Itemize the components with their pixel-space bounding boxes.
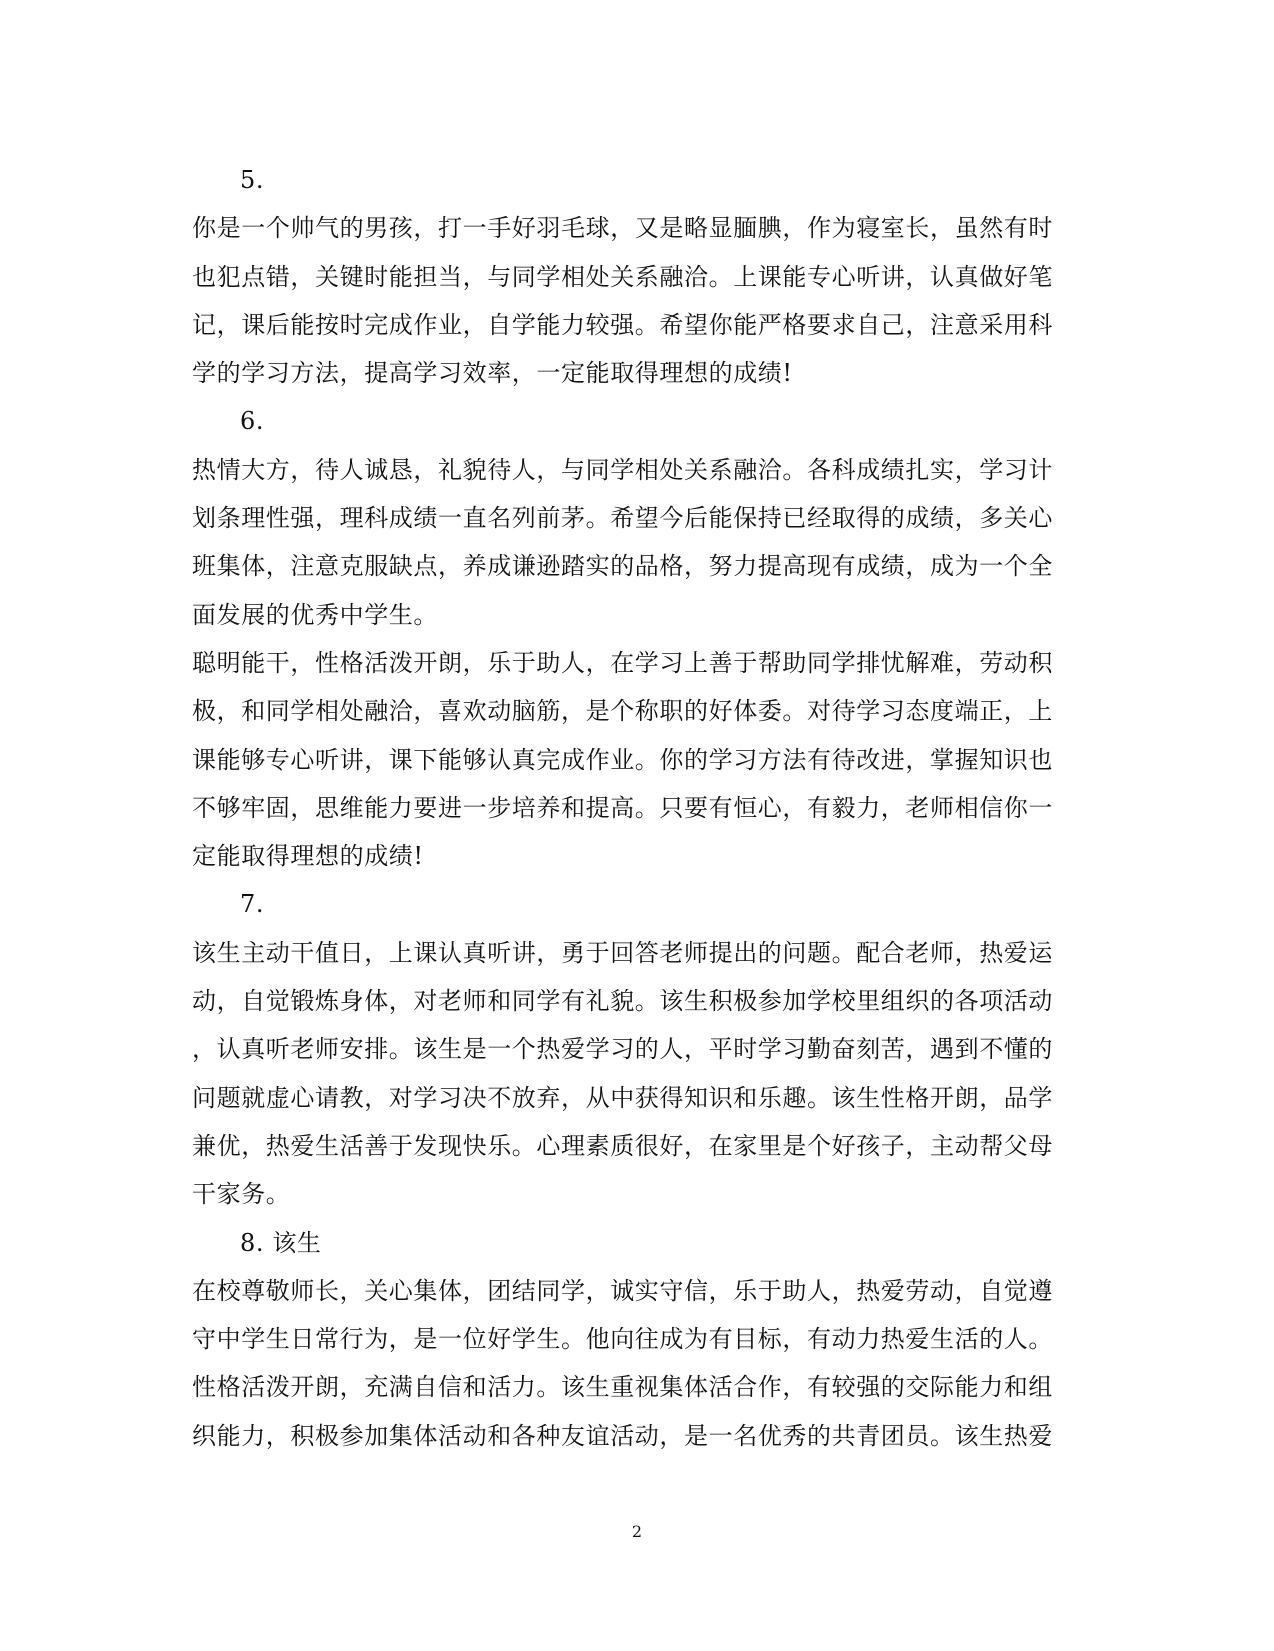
text-line: 极，和同学相处融洽，喜欢动脑筋，是个称职的好体委。对待学习态度端正，上 — [192, 697, 1053, 726]
text-line: 织能力，积极参加集体活动和各种友谊活动，是一名优秀的共青团员。该生热爱 — [192, 1421, 1053, 1450]
item-number: 8. 该生 — [240, 1228, 322, 1257]
item-number: 7. — [240, 890, 265, 919]
text-line: ，认真听老师安排。该生是一个热爱学习的人，平时学习勤奋刻苦，遇到不懂的 — [192, 1035, 1053, 1064]
text-line: 在校尊敬师长，关心集体，团结同学，诚实守信，乐于助人，热爱劳动，自觉遵 — [192, 1276, 1053, 1305]
text-line: 课能够专心听讲，课下能够认真完成作业。你的学习方法有待改进，掌握知识也 — [192, 745, 1053, 774]
text-line: 学的学习方法，提高学习效率，一定能取得理想的成绩! — [192, 359, 793, 388]
text-line: 也犯点错，关键时能担当，与同学相处关系融洽。上课能专心听讲，认真做好笔 — [192, 262, 1053, 291]
text-line: 问题就虚心请教，对学习决不放弃，从中获得知识和乐趣。该生性格开朗，品学 — [192, 1083, 1053, 1112]
text-line: 不够牢固，思维能力要进一步培养和提高。只要有恒心，有毅力，老师相信你一 — [192, 793, 1053, 822]
text-line: 划条理性强，理科成绩一直名列前茅。希望今后能保持已经取得的成绩，多关心 — [192, 504, 1053, 533]
text-line: 面发展的优秀中学生。 — [192, 600, 438, 629]
text-line: 动，自觉锻炼身体，对老师和同学有礼貌。该生积极参加学校里组织的各项活动 — [192, 987, 1053, 1016]
document-body — [192, 156, 1072, 1460]
text-line: 记，课后能按时完成作业，自学能力较强。希望你能严格要求自己，注意采用科 — [192, 310, 1053, 339]
text-line: 聪明能干，性格活泼开朗，乐于助人，在学习上善于帮助同学排忧解难，劳动积 — [192, 648, 1053, 677]
text-line: 你是一个帅气的男孩，打一手好羽毛球，又是略显腼腆，作为寝室长，虽然有时 — [192, 214, 1053, 243]
text-line: 班集体，注意克服缺点，养成谦逊踏实的品格，努力提高现有成绩，成为一个全 — [192, 552, 1053, 581]
text-line: 该生主动干值日，上课认真听讲，勇于回答老师提出的问题。配合老师，热爱运 — [192, 938, 1053, 967]
text-line: 干家务。 — [192, 1180, 291, 1209]
item-number: 6. — [240, 407, 265, 436]
page-number: 2 — [631, 1522, 643, 1541]
text-line: 兼优，热爱生活善于发现快乐。心理素质很好，在家里是个好孩子，主动帮父母 — [192, 1131, 1053, 1160]
text-line: 守中学生日常行为，是一位好学生。他向往成为有目标，有动力热爱生活的人。 — [192, 1325, 1053, 1354]
text-line: 热情大方，待人诚恳，礼貌待人，与同学相处关系融洽。各科成绩扎实，学习计 — [192, 455, 1053, 484]
item-number: 5. — [240, 166, 265, 194]
text-line: 定能取得理想的成绩! — [192, 842, 424, 871]
text-line: 性格活泼开朗，充满自信和活力。该生重视集体活合作，有较强的交际能力和组 — [192, 1373, 1053, 1402]
